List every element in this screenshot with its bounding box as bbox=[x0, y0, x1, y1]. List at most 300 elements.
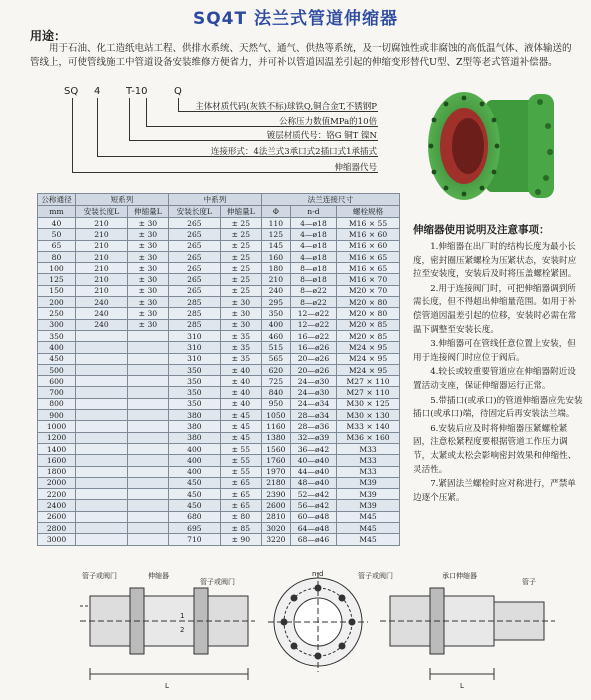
table-row bbox=[38, 432, 400, 443]
table-cell: M33 bbox=[337, 455, 400, 466]
table-cell: 65 bbox=[38, 240, 76, 251]
table-cell: ± 65 bbox=[220, 489, 261, 500]
drawing-dim-1: 1 bbox=[180, 612, 185, 620]
table-cell: 310 bbox=[168, 353, 220, 364]
table-cell: ± 45 bbox=[220, 421, 261, 432]
drawing-label-bolt-holes: n-d bbox=[312, 570, 324, 578]
table-row bbox=[38, 523, 400, 534]
table-cell: 210 bbox=[76, 285, 128, 296]
table-cell: 695 bbox=[168, 523, 220, 534]
table-cell bbox=[127, 376, 168, 387]
col-subheader: 伸缩量L bbox=[127, 206, 168, 218]
table-cell: ± 85 bbox=[220, 523, 261, 534]
table-row bbox=[38, 364, 400, 375]
col-subheader: mm bbox=[38, 206, 76, 218]
table-cell: M16 × 65 bbox=[337, 263, 400, 274]
table-cell bbox=[76, 410, 128, 421]
table-row bbox=[38, 500, 400, 511]
table-cell: 900 bbox=[38, 410, 76, 421]
col-subheader: n-d bbox=[290, 206, 336, 218]
col-header-medium: 中系列 bbox=[168, 194, 261, 206]
table-cell bbox=[127, 511, 168, 522]
table-cell bbox=[76, 489, 128, 500]
table-cell: 285 bbox=[168, 308, 220, 319]
table-cell bbox=[127, 353, 168, 364]
table-cell: M27 × 110 bbox=[337, 387, 400, 398]
table-cell: ± 25 bbox=[220, 251, 261, 262]
table-cell: 400 bbox=[261, 319, 290, 330]
table-cell bbox=[76, 523, 128, 534]
table-cell bbox=[127, 398, 168, 409]
table-row bbox=[38, 274, 400, 285]
table-cell: 24—ø34 bbox=[290, 398, 336, 409]
table-cell: 1200 bbox=[38, 432, 76, 443]
table-cell: 2180 bbox=[261, 477, 290, 488]
col-header-dn: 公称通径 bbox=[38, 194, 76, 206]
table-cell: 56—ø42 bbox=[290, 500, 336, 511]
table-row bbox=[38, 466, 400, 477]
table-cell: 240 bbox=[76, 297, 128, 308]
table-cell: 350 bbox=[168, 376, 220, 387]
table-cell bbox=[127, 455, 168, 466]
table-cell bbox=[76, 342, 128, 353]
table-cell: 210 bbox=[76, 263, 128, 274]
table-cell bbox=[127, 432, 168, 443]
table-cell: 285 bbox=[168, 297, 220, 308]
table-cell: ± 45 bbox=[220, 432, 261, 443]
table-cell: 8—ø22 bbox=[290, 297, 336, 308]
table-cell: M39 bbox=[337, 477, 400, 488]
table-cell: 265 bbox=[168, 285, 220, 296]
table-cell: 1050 bbox=[261, 410, 290, 421]
table-cell: ± 25 bbox=[220, 229, 261, 240]
table-row bbox=[38, 398, 400, 409]
table-cell: 48—ø40 bbox=[290, 477, 336, 488]
table-cell: 125 bbox=[38, 274, 76, 285]
table-cell: ± 25 bbox=[220, 285, 261, 296]
table-cell bbox=[127, 466, 168, 477]
table-cell: 32—ø39 bbox=[290, 432, 336, 443]
table-row bbox=[38, 263, 400, 274]
table-row bbox=[38, 240, 400, 251]
table-cell: 800 bbox=[38, 398, 76, 409]
table-cell: 265 bbox=[168, 240, 220, 251]
table-cell: 24—ø30 bbox=[290, 376, 336, 387]
table-cell: 1380 bbox=[261, 432, 290, 443]
table-row bbox=[38, 218, 400, 229]
table-cell: 36—ø42 bbox=[290, 443, 336, 454]
table-row bbox=[38, 455, 400, 466]
table-cell: M30 × 125 bbox=[337, 398, 400, 409]
table-cell: M24 × 95 bbox=[337, 353, 400, 364]
table-cell: 1160 bbox=[261, 421, 290, 432]
table-cell: 950 bbox=[261, 398, 290, 409]
table-cell: ± 65 bbox=[220, 477, 261, 488]
table-cell: 60—ø48 bbox=[290, 511, 336, 522]
col-subheader: Φ bbox=[261, 206, 290, 218]
table-cell: 3020 bbox=[261, 523, 290, 534]
table-cell: 350 bbox=[38, 330, 76, 341]
drawing-label-socket-joint: 承口伸缩器 bbox=[442, 572, 477, 580]
table-cell: M39 bbox=[337, 489, 400, 500]
table-cell bbox=[76, 534, 128, 545]
note-item: 6.安装后应及时将伸缩器压紧螺栓紧固，注意松紧程度要根据管道工作压力调节，太紧或太松会影响密封效果和伸缩性、灵活性。 bbox=[413, 423, 577, 475]
table-cell: 460 bbox=[261, 330, 290, 341]
note-item: 1.伸缩器在出厂时的结构长度为最小长度，密封圈压紧螺栓为压紧状态，安装时应拉至安装度，安装后及时将压盖螺栓紧固。 bbox=[413, 242, 577, 280]
table-cell: 380 bbox=[168, 421, 220, 432]
table-cell: 12—ø22 bbox=[290, 319, 336, 330]
table-cell: 4—ø18 bbox=[290, 240, 336, 251]
table-row bbox=[38, 229, 400, 240]
table-cell: ± 35 bbox=[220, 342, 261, 353]
table-cell: 210 bbox=[76, 240, 128, 251]
table-row bbox=[38, 477, 400, 488]
table-cell: 400 bbox=[38, 342, 76, 353]
table-cell: 300 bbox=[38, 319, 76, 330]
table-cell: 50 bbox=[38, 229, 76, 240]
table-cell: ± 40 bbox=[220, 376, 261, 387]
table-cell: 100 bbox=[38, 263, 76, 274]
note-item: 2.用于连接阀门时，可把伸缩器调到所需长度，但不得超出伸缩量范围。如用于补偿管道因温差引起的位移，安装时必需在常温下调整至安装长度。 bbox=[413, 283, 577, 335]
table-cell: 3220 bbox=[261, 534, 290, 545]
table-cell: 40—ø40 bbox=[290, 455, 336, 466]
legend-series: 伸缩器代号 bbox=[334, 163, 377, 173]
table-cell: M16 × 60 bbox=[337, 240, 400, 251]
drawing-dim-length: L bbox=[165, 682, 169, 690]
table-cell: 1800 bbox=[38, 466, 76, 477]
table-cell bbox=[76, 353, 128, 364]
table-cell: ± 55 bbox=[220, 466, 261, 477]
table-cell: 8—ø18 bbox=[290, 274, 336, 285]
table-cell: M24 × 95 bbox=[337, 364, 400, 375]
table-cell bbox=[76, 376, 128, 387]
table-cell: 725 bbox=[261, 376, 290, 387]
col-header-short: 短系列 bbox=[76, 194, 169, 206]
table-cell: 240 bbox=[261, 285, 290, 296]
table-cell bbox=[76, 398, 128, 409]
table-cell: 2810 bbox=[261, 511, 290, 522]
table-cell: M45 bbox=[337, 511, 400, 522]
table-cell: M27 × 110 bbox=[337, 376, 400, 387]
table-row bbox=[38, 342, 400, 353]
table-cell: ± 25 bbox=[220, 240, 261, 251]
table-cell: ± 30 bbox=[127, 263, 168, 274]
table-cell bbox=[127, 342, 168, 353]
table-cell: 450 bbox=[168, 489, 220, 500]
table-cell bbox=[76, 443, 128, 454]
code-part-series: SQ bbox=[64, 86, 79, 97]
table-cell bbox=[76, 330, 128, 341]
table-cell: 565 bbox=[261, 353, 290, 364]
table-cell: 310 bbox=[168, 330, 220, 341]
table-cell bbox=[76, 500, 128, 511]
table-cell: ± 25 bbox=[220, 218, 261, 229]
table-cell: ± 30 bbox=[220, 297, 261, 308]
table-cell bbox=[76, 421, 128, 432]
table-cell: 265 bbox=[168, 274, 220, 285]
table-cell: M33 bbox=[337, 466, 400, 477]
table-cell: 110 bbox=[261, 218, 290, 229]
table-cell: ± 40 bbox=[220, 364, 261, 375]
table-row bbox=[38, 297, 400, 308]
table-cell: 1560 bbox=[261, 443, 290, 454]
table-cell: 240 bbox=[76, 308, 128, 319]
table-cell: 150 bbox=[38, 285, 76, 296]
table-row bbox=[38, 443, 400, 454]
table-cell: 310 bbox=[168, 342, 220, 353]
col-subheader: 安装长度L bbox=[168, 206, 220, 218]
table-cell: 450 bbox=[38, 353, 76, 364]
table-cell: ± 40 bbox=[220, 398, 261, 409]
table-cell: M45 bbox=[337, 534, 400, 545]
table-cell: 52—ø42 bbox=[290, 489, 336, 500]
table-cell: 240 bbox=[76, 319, 128, 330]
table-row bbox=[38, 376, 400, 387]
table-cell: ± 55 bbox=[220, 455, 261, 466]
table-cell: M20 × 80 bbox=[337, 308, 400, 319]
table-cell: ± 30 bbox=[127, 297, 168, 308]
table-cell: 2400 bbox=[38, 500, 76, 511]
table-cell: ± 65 bbox=[220, 500, 261, 511]
table-cell: 265 bbox=[168, 229, 220, 240]
table-cell: 265 bbox=[168, 218, 220, 229]
drawing-label-pipe-right: 管子或阀门 bbox=[200, 578, 235, 586]
table-cell: 44—ø40 bbox=[290, 466, 336, 477]
table-cell: 210 bbox=[76, 274, 128, 285]
drawing-label-pipe-left: 管子或阀门 bbox=[82, 572, 117, 580]
col-subheader: 螺栓规格 bbox=[337, 206, 400, 218]
table-cell: 8—ø22 bbox=[290, 285, 336, 296]
table-cell: M20 × 85 bbox=[337, 330, 400, 341]
table-cell: 620 bbox=[261, 364, 290, 375]
table-cell: ± 80 bbox=[220, 511, 261, 522]
table-cell: ± 30 bbox=[127, 218, 168, 229]
table-cell: 1000 bbox=[38, 421, 76, 432]
table-cell: ± 35 bbox=[220, 330, 261, 341]
table-row bbox=[38, 330, 400, 341]
table-cell: M16 × 60 bbox=[337, 229, 400, 240]
table-cell: 700 bbox=[38, 387, 76, 398]
table-cell: 2600 bbox=[261, 500, 290, 511]
table-cell: M20 × 70 bbox=[337, 285, 400, 296]
table-cell: M16 × 65 bbox=[337, 251, 400, 262]
note-item: 4.较长或较重要管道应在伸缩器附近设置活动支座，保证伸缩器运行正常。 bbox=[413, 367, 576, 391]
table-cell: 2600 bbox=[38, 511, 76, 522]
table-cell: ± 30 bbox=[127, 319, 168, 330]
table-cell: ± 30 bbox=[127, 229, 168, 240]
table-cell: 16—ø26 bbox=[290, 342, 336, 353]
table-cell: ± 25 bbox=[220, 263, 261, 274]
table-cell: ± 30 bbox=[127, 308, 168, 319]
table-cell: 380 bbox=[168, 410, 220, 421]
table-cell: 210 bbox=[76, 229, 128, 240]
table-cell: 840 bbox=[261, 387, 290, 398]
notes-heading: 伸缩器使用说明及注意事项： bbox=[413, 224, 550, 236]
table-row bbox=[38, 511, 400, 522]
table-cell: M20 × 85 bbox=[337, 319, 400, 330]
note-item: 5.带插口(或承口)的管道伸缩器应先安装插口(或承口)端，待固定后再安装法兰端。 bbox=[413, 395, 583, 420]
table-cell: M33 bbox=[337, 443, 400, 454]
table-cell: 180 bbox=[261, 263, 290, 274]
table-cell bbox=[127, 421, 168, 432]
table-cell: 710 bbox=[168, 534, 220, 545]
usage-heading: 用途： bbox=[30, 29, 67, 43]
table-cell: M20 × 80 bbox=[337, 297, 400, 308]
legend-coating: 镀层材质代号：铬G 铜T 镍N bbox=[266, 131, 377, 141]
table-cell: 250 bbox=[38, 308, 76, 319]
table-cell bbox=[127, 477, 168, 488]
table-cell: 20—ø26 bbox=[290, 353, 336, 364]
legend-material: 主体材质代码(灰铁不标)球铁Q,铜合金T,不锈钢P bbox=[195, 102, 377, 112]
table-cell: 145 bbox=[261, 240, 290, 251]
table-cell: 450 bbox=[168, 477, 220, 488]
table-cell: M39 bbox=[337, 500, 400, 511]
table-cell: 1600 bbox=[38, 455, 76, 466]
table-cell: ± 30 bbox=[220, 308, 261, 319]
table-cell: 515 bbox=[261, 342, 290, 353]
note-item: 7.紧固法兰螺栓时应对称进行，严禁单边逐个压紧。 bbox=[413, 479, 576, 503]
table-row bbox=[38, 285, 400, 296]
table-cell: 16—ø22 bbox=[290, 330, 336, 341]
table-cell: 285 bbox=[168, 319, 220, 330]
table-cell: M16 × 55 bbox=[337, 218, 400, 229]
table-cell: M33 × 140 bbox=[337, 421, 400, 432]
table-cell bbox=[127, 489, 168, 500]
table-cell: 160 bbox=[261, 251, 290, 262]
legend-connection: 连接形式：4法兰式3承口式2插口式1承插式 bbox=[210, 147, 377, 157]
table-cell: 350 bbox=[168, 387, 220, 398]
table-cell: 450 bbox=[168, 500, 220, 511]
table-cell: ± 30 bbox=[127, 285, 168, 296]
table-cell: ± 30 bbox=[127, 274, 168, 285]
table-cell bbox=[76, 387, 128, 398]
table-cell bbox=[127, 500, 168, 511]
table-cell bbox=[127, 534, 168, 545]
table-cell: ± 30 bbox=[220, 319, 261, 330]
spec-table bbox=[37, 193, 400, 546]
drawing-label-pipe: 管子 bbox=[522, 578, 536, 586]
table-cell: 680 bbox=[168, 511, 220, 522]
table-cell: 380 bbox=[168, 432, 220, 443]
table-cell bbox=[76, 511, 128, 522]
table-cell bbox=[127, 443, 168, 454]
table-cell: 1400 bbox=[38, 443, 76, 454]
drawing-label-expansion-joint: 伸缩器 bbox=[148, 572, 169, 580]
table-cell bbox=[76, 477, 128, 488]
table-cell: 80 bbox=[38, 251, 76, 262]
table-cell: 3000 bbox=[38, 534, 76, 545]
table-cell: M45 bbox=[337, 523, 400, 534]
table-cell: ± 55 bbox=[220, 443, 261, 454]
col-subheader: 伸缩量L bbox=[220, 206, 261, 218]
table-cell: 400 bbox=[168, 455, 220, 466]
table-cell: 20—ø26 bbox=[290, 364, 336, 375]
table-cell: ± 90 bbox=[220, 534, 261, 545]
product-photo bbox=[424, 86, 576, 206]
table-cell: 12—ø22 bbox=[290, 308, 336, 319]
table-cell: ± 30 bbox=[127, 240, 168, 251]
table-row bbox=[38, 319, 400, 330]
table-cell: 2000 bbox=[38, 477, 76, 488]
col-header-flange: 法兰连接尺寸 bbox=[261, 194, 399, 206]
table-cell bbox=[127, 387, 168, 398]
table-cell: 210 bbox=[261, 274, 290, 285]
table-cell: M30 × 130 bbox=[337, 410, 400, 421]
table-cell: 2200 bbox=[38, 489, 76, 500]
table-cell: 8—ø18 bbox=[290, 263, 336, 274]
table-cell: 1760 bbox=[261, 455, 290, 466]
table-cell: 210 bbox=[76, 251, 128, 262]
table-cell: 1970 bbox=[261, 466, 290, 477]
table-cell: 28—ø36 bbox=[290, 421, 336, 432]
table-row bbox=[38, 353, 400, 364]
col-subheader: 安装长度L bbox=[76, 206, 128, 218]
table-cell: ± 45 bbox=[220, 410, 261, 421]
drawing-dim-length-right: L bbox=[460, 682, 464, 690]
table-cell: 64—ø48 bbox=[290, 523, 336, 534]
code-part-pressure: T-10 bbox=[126, 86, 148, 97]
table-cell bbox=[127, 523, 168, 534]
legend-pressure: 公称压力数值MPa的10倍 bbox=[279, 117, 377, 127]
usage-notes bbox=[413, 222, 583, 506]
table-cell: 350 bbox=[168, 398, 220, 409]
table-cell: ± 25 bbox=[220, 274, 261, 285]
table-cell: ± 40 bbox=[220, 387, 261, 398]
table-cell: ± 30 bbox=[127, 251, 168, 262]
table-cell: 125 bbox=[261, 229, 290, 240]
note-item: 3.伸缩器可在管线任意位置上安装，但用于连接阀门时应位于阀后。 bbox=[413, 339, 576, 363]
table-cell: 2390 bbox=[261, 489, 290, 500]
table-row bbox=[38, 489, 400, 500]
table-row bbox=[38, 410, 400, 421]
table-row bbox=[38, 421, 400, 432]
table-cell: 68—ø46 bbox=[290, 534, 336, 545]
usage-text: 用于石油、化工造纸电站工程、供排水系统、天然气、通气、供热等系统，及一切腐蚀性或非腐蚀的高低温气体、液体输送的管线上，可使管线施工中管道设备安装维修方便省力，并可补以管道因温差引起的伸缩变形替代U型、Z型等老式管道补偿器。 bbox=[30, 43, 572, 68]
table-cell: 400 bbox=[168, 466, 220, 477]
table-row bbox=[38, 251, 400, 262]
table-cell bbox=[76, 432, 128, 443]
table-row bbox=[38, 387, 400, 398]
table-cell: 4—ø18 bbox=[290, 218, 336, 229]
table-cell: 350 bbox=[261, 308, 290, 319]
table-cell bbox=[76, 466, 128, 477]
table-cell: M36 × 160 bbox=[337, 432, 400, 443]
table-row bbox=[38, 308, 400, 319]
table-cell: M16 × 70 bbox=[337, 274, 400, 285]
table-cell bbox=[127, 364, 168, 375]
code-part-connection: 4 bbox=[94, 86, 101, 97]
code-part-material: Q bbox=[174, 86, 182, 97]
table-cell: 265 bbox=[168, 251, 220, 262]
table-cell: 2800 bbox=[38, 523, 76, 534]
table-cell bbox=[76, 455, 128, 466]
table-cell: 600 bbox=[38, 376, 76, 387]
page-title: SQ4T 法兰式管道伸缩器 bbox=[192, 9, 399, 29]
table-cell: 350 bbox=[168, 364, 220, 375]
table-cell: 4—ø18 bbox=[290, 251, 336, 262]
drawing-label-pipe-valve: 管子或阀门 bbox=[358, 572, 393, 580]
table-cell: 40 bbox=[38, 218, 76, 229]
table-row bbox=[38, 534, 400, 545]
table-cell: M24 × 95 bbox=[337, 342, 400, 353]
table-cell: 4—ø18 bbox=[290, 229, 336, 240]
table-cell: 200 bbox=[38, 297, 76, 308]
table-cell bbox=[127, 410, 168, 421]
table-cell bbox=[127, 330, 168, 341]
installation-drawing bbox=[60, 566, 580, 698]
table-cell: ± 35 bbox=[220, 353, 261, 364]
table-cell: 400 bbox=[168, 443, 220, 454]
